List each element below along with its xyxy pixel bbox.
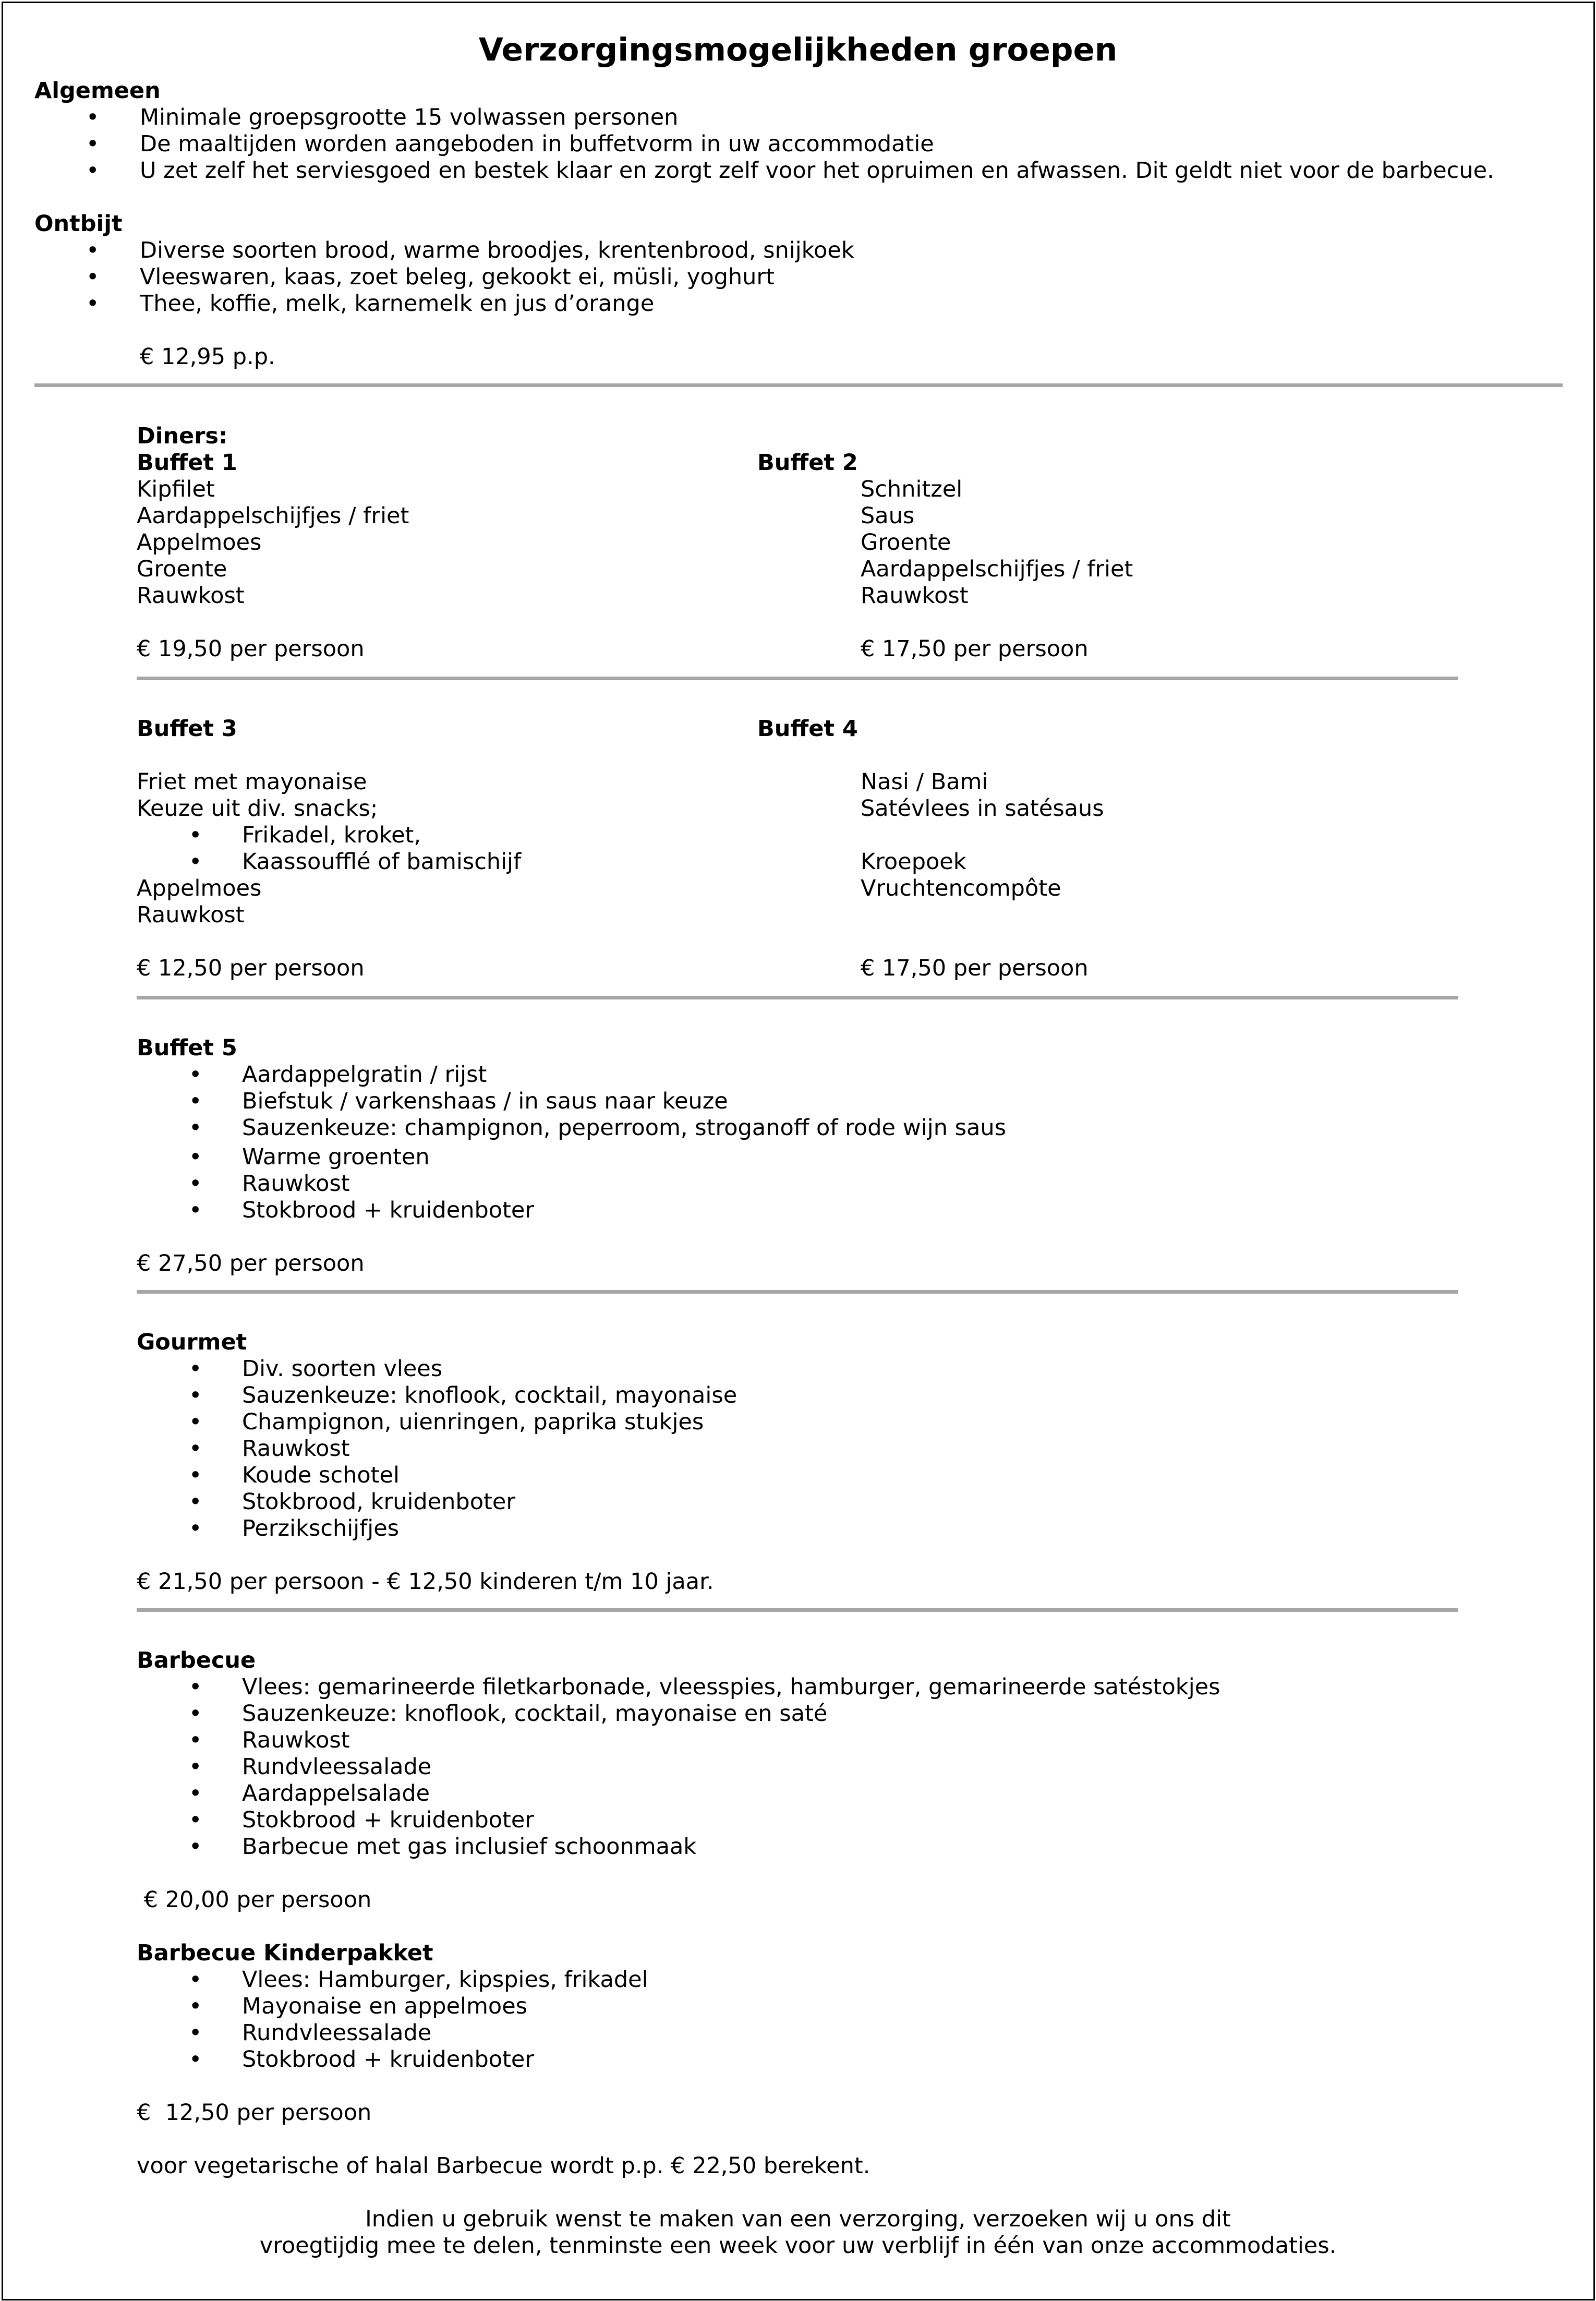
- list-item: Schnitzel: [861, 476, 963, 502]
- list-item: Rauwkost: [861, 583, 969, 609]
- buffet1-price: € 19,50 per persoon: [137, 636, 365, 662]
- bullet-icon: •: [189, 1967, 202, 1993]
- buffet3-heading: Buffet 3: [137, 716, 237, 742]
- bullet-icon: •: [189, 2020, 202, 2046]
- list-item: Aardappelschijfjes / friet: [861, 556, 1133, 582]
- bullet-icon: •: [189, 1115, 202, 1141]
- page-title: Verzorgingsmogelijkheden groepen: [478, 31, 1118, 68]
- bullet-icon: •: [189, 1807, 202, 1833]
- bullet-icon: •: [86, 237, 100, 263]
- buffet5-heading: Buffet 5: [137, 1035, 237, 1061]
- gourmet-heading: Gourmet: [137, 1329, 247, 1355]
- ontbijt-price: € 12,95 p.p.: [140, 344, 275, 370]
- list-item: Minimale groepsgrootte 15 volwassen personen: [140, 104, 679, 130]
- list-item: Warme groenten: [242, 1144, 430, 1170]
- footer-line-1: Indien u gebruik wenst te maken van een verzorging, verzoeken wij u ons dit: [365, 2206, 1231, 2232]
- list-item: Barbecue met gas inclusief schoonmaak: [242, 1834, 697, 1860]
- barbecue-heading: Barbecue: [137, 1647, 256, 1673]
- buffet4-heading: Buffet 4: [757, 716, 858, 742]
- bullet-icon: •: [189, 1515, 202, 1541]
- list-item: Rauwkost: [242, 1727, 350, 1753]
- bullet-icon: •: [189, 1780, 202, 1806]
- list-item: Rauwkost: [137, 583, 245, 609]
- bullet-icon: •: [86, 264, 100, 290]
- list-item: Sauzenkeuze: knoflook, cocktail, mayonaise: [242, 1382, 737, 1408]
- bullet-icon: •: [189, 1727, 202, 1753]
- list-item: Rundvleessalade: [242, 2020, 432, 2046]
- list-item: Div. soorten vlees: [242, 1356, 443, 1382]
- list-item: Satévlees in satésaus: [861, 796, 1104, 822]
- list-item: Biefstuk / varkenshaas / in saus naar keuze: [242, 1088, 728, 1114]
- list-item: Keuze uit div. snacks;: [137, 796, 378, 822]
- bullet-icon: •: [189, 1356, 202, 1382]
- list-item: Friet met mayonaise: [137, 769, 367, 795]
- bullet-icon: •: [86, 104, 100, 130]
- list-item: Kroepoek: [861, 849, 966, 875]
- list-item: De maaltijden worden aangeboden in buffetvorm in uw accommodatie: [140, 131, 934, 157]
- list-item: Aardappelschijfjes / friet: [137, 503, 409, 529]
- list-item: Rundvleessalade: [242, 1754, 432, 1780]
- bullet-icon: •: [189, 1171, 202, 1197]
- buffet5-price: € 27,50 per persoon: [137, 1250, 365, 1276]
- buffet1-heading: Buffet 1: [137, 450, 237, 476]
- list-item: Groente: [137, 556, 227, 582]
- section-divider: [34, 383, 1563, 387]
- list-item: Appelmoes: [137, 529, 262, 556]
- list-item: Groente: [861, 529, 951, 556]
- list-item: U zet zelf het serviesgoed en bestek klaar en zorgt zelf voor het opruimen en afwassen. Dit geldt niet voor de barbecue.: [140, 158, 1494, 184]
- list-item: Rauwkost: [137, 902, 245, 928]
- section-divider: [137, 677, 1458, 680]
- footer-line-2: vroegtijdig mee te delen, tenminste een week voor uw verblijf in één van onze accommodaties.: [259, 2233, 1337, 2259]
- bullet-icon: •: [189, 1088, 202, 1114]
- list-item: Aardappelgratin / rijst: [242, 1062, 487, 1088]
- bullet-icon: •: [189, 1382, 202, 1408]
- list-item: Vruchtencompôte: [861, 875, 1061, 901]
- list-item: Saus: [861, 503, 915, 529]
- list-item: Vleeswaren, kaas, zoet beleg, gekookt ei, müsli, yoghurt: [140, 264, 775, 290]
- buffet2-heading: Buffet 2: [757, 450, 858, 476]
- list-item: Thee, koffie, melk, karnemelk en jus d’orange: [140, 291, 655, 317]
- list-item: Stokbrood + kruidenboter: [242, 1197, 535, 1223]
- list-item: Stokbrood, kruidenboter: [242, 1489, 516, 1515]
- bullet-icon: •: [86, 158, 100, 184]
- list-item: Stokbrood + kruidenboter: [242, 2046, 535, 2073]
- list-item: Sauzenkeuze: champignon, peperroom, stroganoff of rode wijn saus: [242, 1115, 1007, 1141]
- bullet-icon: •: [189, 1462, 202, 1488]
- bullet-icon: •: [189, 1409, 202, 1435]
- diners-heading: Diners:: [137, 423, 228, 449]
- list-item: Nasi / Bami: [861, 769, 988, 795]
- bullet-icon: •: [189, 1834, 202, 1860]
- bullet-icon: •: [189, 1993, 202, 2019]
- list-item: Frikadel, kroket,: [242, 822, 421, 848]
- bullet-icon: •: [189, 1197, 202, 1223]
- bullet-icon: •: [189, 1144, 202, 1170]
- bullet-icon: •: [189, 1754, 202, 1780]
- bullet-icon: •: [189, 1489, 202, 1515]
- section-divider: [137, 996, 1458, 999]
- bullet-icon: •: [86, 131, 100, 157]
- list-item: Diverse soorten brood, warme broodjes, krentenbrood, snijkoek: [140, 237, 854, 263]
- bullet-icon: •: [189, 1062, 202, 1088]
- list-item: Stokbrood + kruidenboter: [242, 1807, 535, 1833]
- kinderpakket-heading: Barbecue Kinderpakket: [137, 1940, 433, 1966]
- bullet-icon: •: [189, 849, 202, 875]
- list-item: Vlees: gemarineerde filetkarbonade, vleesspies, hamburger, gemarineerde satéstokjes: [242, 1674, 1220, 1700]
- list-item: Koude schotel: [242, 1462, 400, 1488]
- buffet2-price: € 17,50 per persoon: [861, 636, 1089, 662]
- list-item: Aardappelsalade: [242, 1780, 430, 1806]
- list-item: Kipfilet: [137, 476, 215, 502]
- list-item: Appelmoes: [137, 875, 262, 901]
- ontbijt-heading: Ontbijt: [34, 211, 123, 237]
- buffet4-price: € 17,50 per persoon: [861, 955, 1089, 981]
- kinderpakket-price: € 12,50 per persoon: [137, 2100, 372, 2126]
- buffet3-price: € 12,50 per persoon: [137, 955, 365, 981]
- list-item: Vlees: Hamburger, kipspies, frikadel: [242, 1967, 648, 1993]
- vegetarisch-note: voor vegetarische of halal Barbecue wordt p.p. € 22,50 berekent.: [137, 2153, 870, 2179]
- bullet-icon: •: [189, 1701, 202, 1727]
- algemeen-heading: Algemeen: [34, 78, 161, 104]
- bullet-icon: •: [86, 291, 100, 317]
- bullet-icon: •: [189, 2046, 202, 2073]
- barbecue-price: € 20,00 per persoon: [137, 1887, 372, 1913]
- bullet-icon: •: [189, 822, 202, 848]
- section-divider: [137, 1290, 1458, 1294]
- list-item: Perzikschijfjes: [242, 1515, 400, 1541]
- list-item: Rauwkost: [242, 1436, 350, 1462]
- bullet-icon: •: [189, 1674, 202, 1700]
- list-item: Mayonaise en appelmoes: [242, 1993, 528, 2019]
- list-item: Rauwkost: [242, 1171, 350, 1197]
- section-divider: [137, 1608, 1458, 1612]
- list-item: Kaassoufflé of bamischijf: [242, 849, 522, 875]
- list-item: Champignon, uienringen, paprika stukjes: [242, 1409, 704, 1435]
- bullet-icon: •: [189, 1436, 202, 1462]
- list-item: Sauzenkeuze: knoflook, cocktail, mayonaise en saté: [242, 1701, 828, 1727]
- gourmet-price: € 21,50 per persoon - € 12,50 kinderen t/m 10 jaar.: [137, 1569, 714, 1595]
